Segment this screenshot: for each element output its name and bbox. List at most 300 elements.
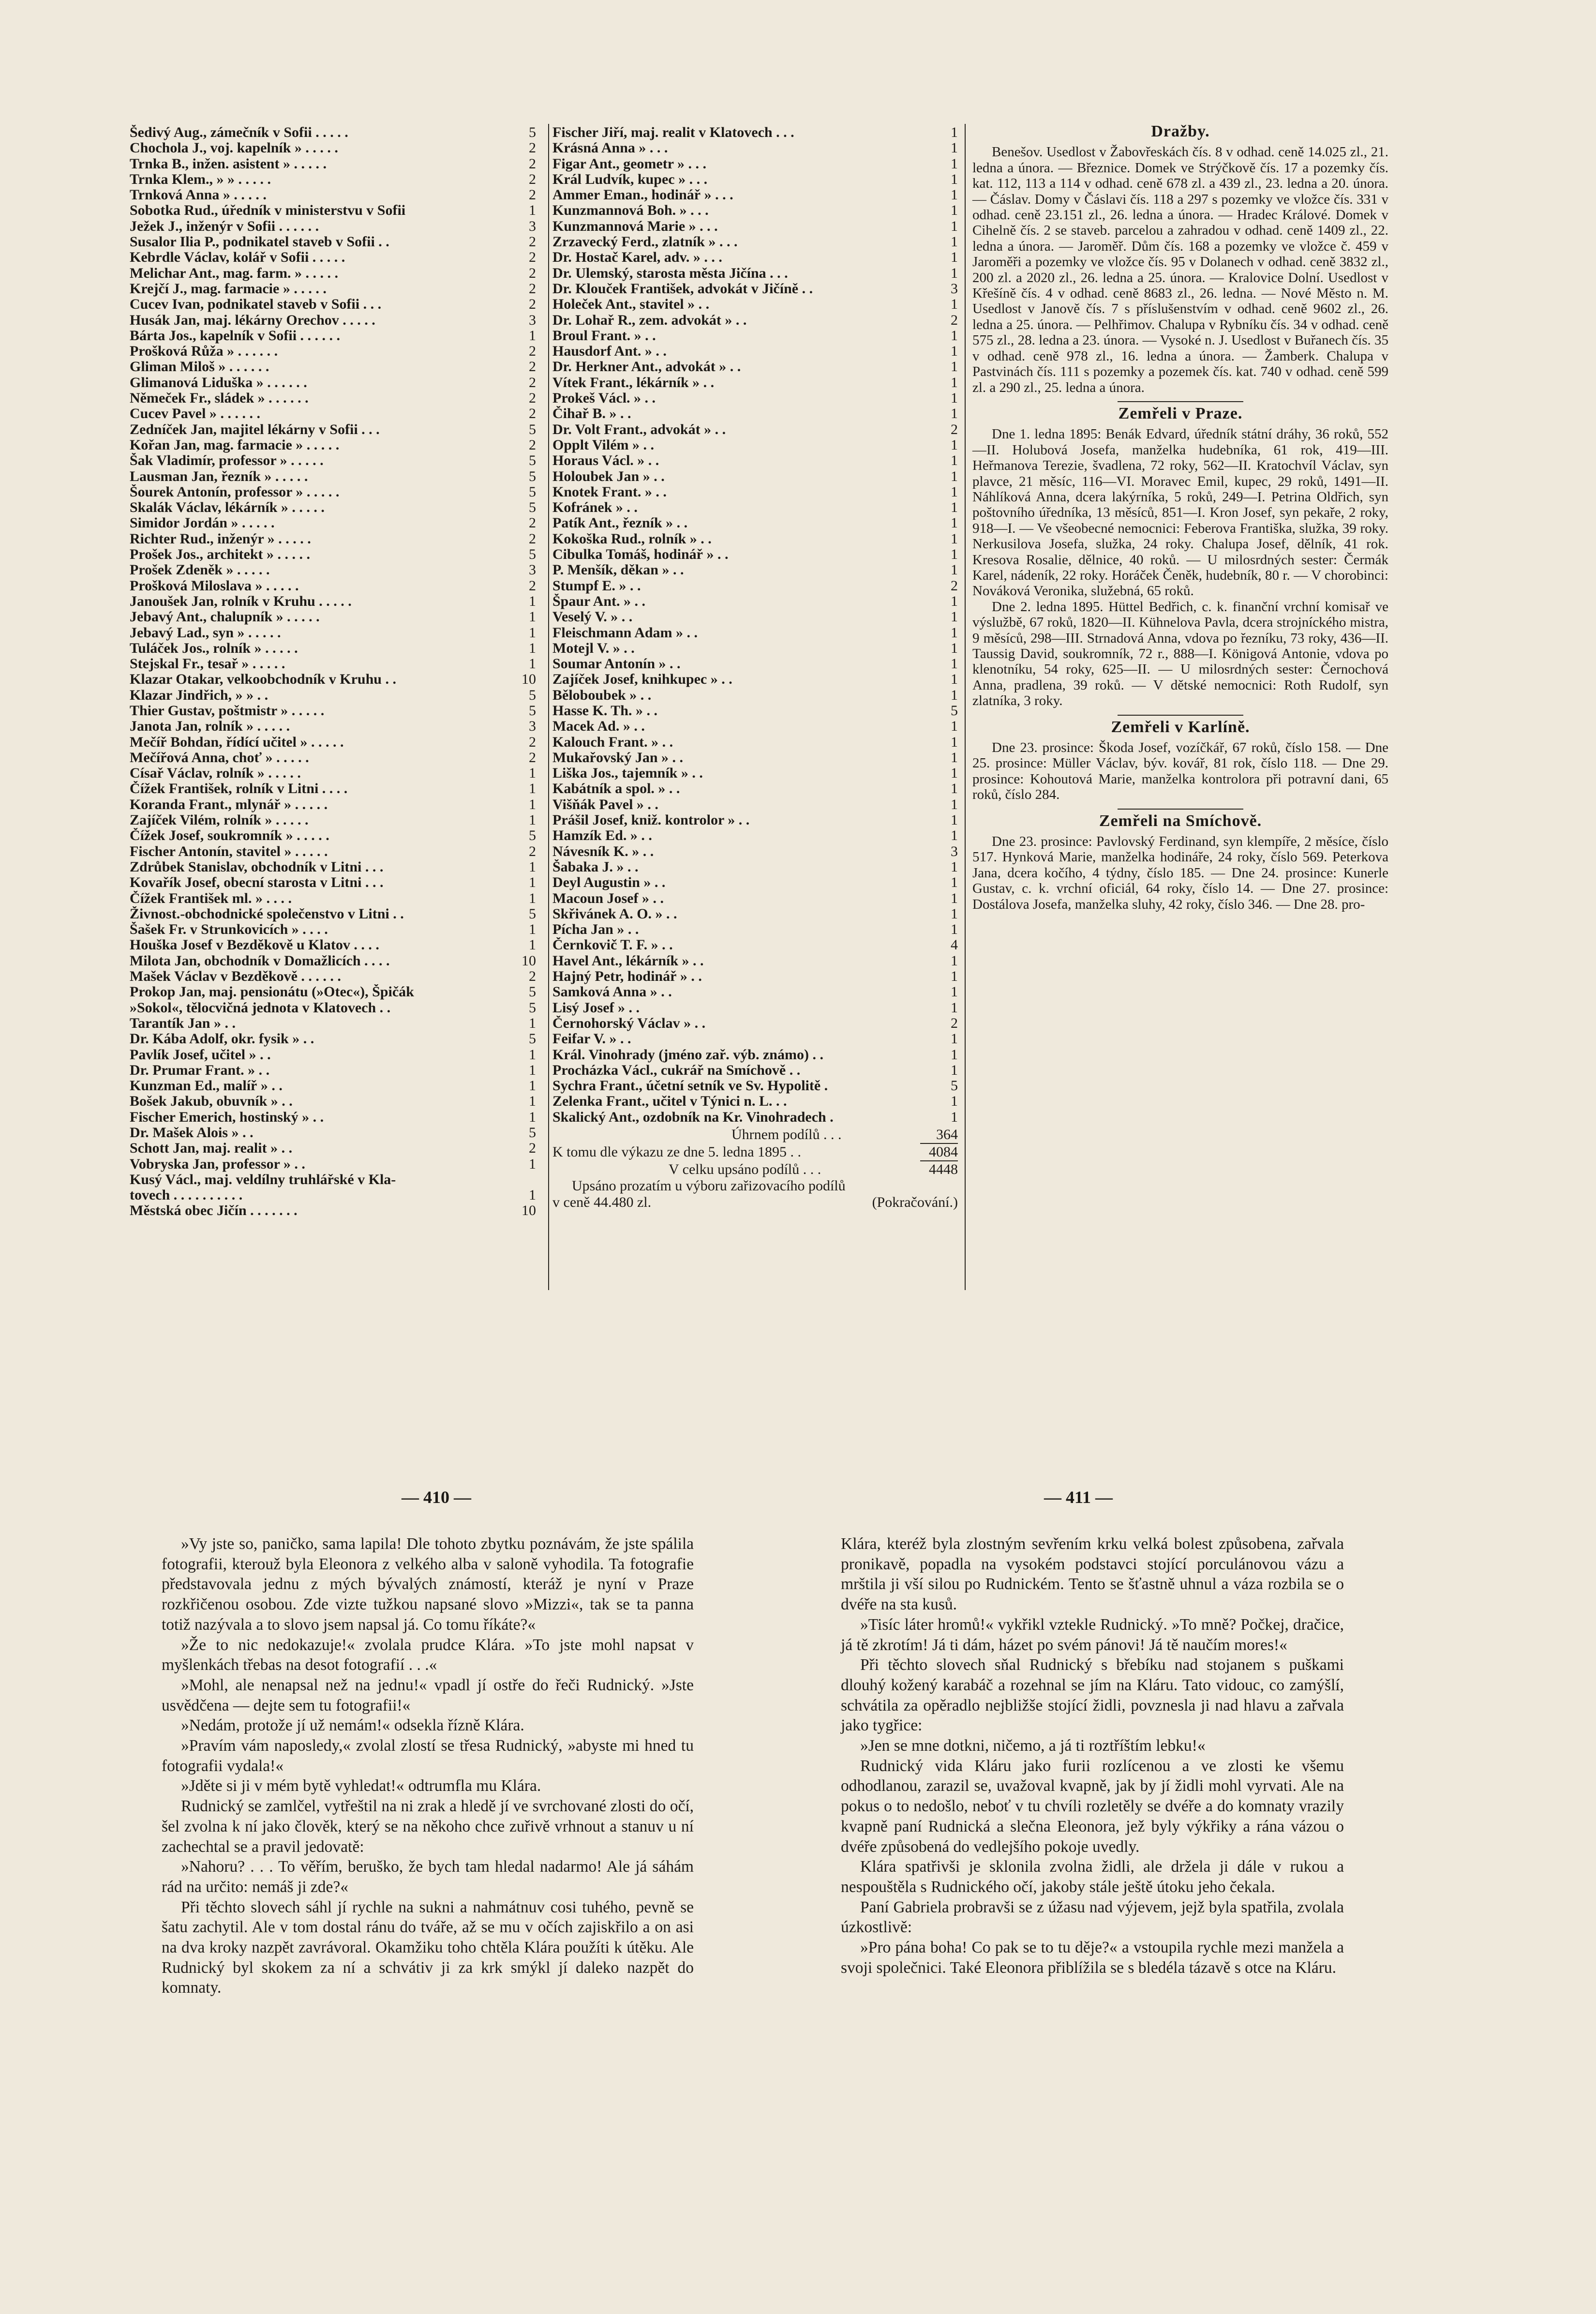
donor-shares: 1 xyxy=(951,969,958,985)
donor-row xyxy=(552,500,958,515)
donor-name: Broul Frant. » . . xyxy=(552,328,656,344)
donor-name: Prošek Jos., architekt » . . . . . xyxy=(130,547,311,563)
donor-row xyxy=(552,922,958,937)
donor-shares: 1 xyxy=(951,672,958,688)
donor-shares: 1 xyxy=(951,719,958,735)
donor-shares: 5 xyxy=(529,500,536,516)
donor-shares: 1 xyxy=(529,1062,536,1078)
donor-row xyxy=(552,344,958,359)
deaths-karlin-heading: Zemřeli v Karlíně. xyxy=(1111,718,1250,736)
donor-row xyxy=(130,1110,536,1125)
donor-row xyxy=(552,735,958,750)
donor-name: Hamzík Ed. » . . xyxy=(552,828,652,844)
story-paragraph: »Mohl, ale nenapsal než na jednu!« vpadl jí ostře do řeči Rudnický. »Jste usvědčena — dejte sem tu fotografii!« xyxy=(162,1676,694,1714)
donor-name: Skalák Václav, lékárník » . . . . . xyxy=(130,500,325,516)
story-paragraph: Paní Gabriela probravši se z úžasu nad výjevem, jejž byla spatřila, zvolala úzkostlivě: xyxy=(841,1898,1344,1937)
story-paragraph: Při těchto slovech sáhl jí rychle na sukni a nahmátnuv cosi tuhého, pevně se šatu zachytil. Ale v tom dostal ránu do tváře, až se mu v očích zajiskřilo a on asi na dva kroky nazpět zavrávoral. Okamžiku toho chtěla Klára použíti k útěku. Ale Rudnický byl skokem za ní a schvátiv ji za krk smýkl jí daleko nazpět do komnaty. xyxy=(162,1898,694,1997)
donor-shares: 1 xyxy=(529,1094,536,1110)
donor-shares: 4 xyxy=(951,937,958,953)
donor-name: Gliman Miloš » . . . . . . xyxy=(130,359,269,375)
auctions-text: Benešov. Usedlost v Žabovřeskách čís. 8 v odhad. ceně 14.025 zl., 21. ledna a února. — Březnice. Domek ve Strýčkově čís. 17 a pozemky čís. kat. 112, 113 a 114 v odhad. ceně 678 zl. a 439 zl., 23. ledna a 20. února. — Čáslav. Domy v Čáslavi čís. 118 a 297 s pozemky ve vložce čís. 331 v odhad. ceně 23.151 zl., 26. ledna a února. — Hradec Králové. Domek v Cihelně čís. 2 se staveb. parcelou a zahradou v odhad. ceně 1409 zl., 22. ledna a února. — Jaroměř. Dům čís. 168 a pozemky ve vložce č. 459 v Jaroměři a pozemky ve vložce čís. 95 v Dolanech v odhad. ceně 3832 zl., 200 zl. a 2020 zl., 26. ledna a 25. února. — Kralovice Dolní. Usedlost v Křešíně čís. 4 v odhad. ceně 8683 zl., 26. ledna. — Nové Město n. M. Usedlost v Janově čís. 7 s příslušenstvím v odhad. ceně 9602 zl., 26. ledna a 25. února. — Pelhřimov. Chalupa v Rybníku čís. 34 v odhad. ceně 575 zl., 28. ledna a 23. února. — Vysoké n. J. Usedlost v Buřanech čís. 35 v odhad. ceně 978 zl., 16. ledna a února. — Žamberk. Chalupa v Pastvinách čís. 111 s pozemky a pozemek čís. kat. 740 v odhad. ceně 599 zl. a 290 zl., 25. ledna a února. xyxy=(972,144,1388,395)
donor-row xyxy=(130,500,536,515)
donor-shares: 1 xyxy=(951,734,958,750)
donor-row xyxy=(130,1172,536,1187)
donor-row xyxy=(552,937,958,953)
donor-row xyxy=(552,719,958,734)
donor-shares: 1 xyxy=(951,406,958,422)
donor-shares: 2 xyxy=(529,156,536,172)
donor-name: Prošek Zdeněk » . . . . . xyxy=(130,562,270,578)
donor-name: Čížek František ml. » . . . . xyxy=(130,890,292,906)
donor-name: »Sokol«, tělocvičná jednota v Klatovech . . xyxy=(130,1000,391,1016)
donor-name: Stejskal Fr., tesař » . . . . . xyxy=(130,656,285,672)
donor-shares: 1 xyxy=(951,828,958,844)
donor-row xyxy=(552,1031,958,1047)
story-paragraph: Rudnický se zamlčel, vytřeštil na ni zrak a hledě jí ve svrchované zlosti do očí, šel zvolna k ní jako člověk, který se na někoho chce zuřivě vrhnout a stanuv u ní zachechtal se a pravil jedovatě: xyxy=(162,1797,694,1856)
donor-name: Richter Rud., inženýr » . . . . . xyxy=(130,531,311,547)
donor-name: Sobotka Rud., úředník v ministerstvu v Sofii xyxy=(130,203,406,219)
donor-row xyxy=(130,281,536,297)
donor-row xyxy=(552,625,958,641)
donor-shares: 1 xyxy=(951,391,958,406)
donor-name: Čížek Josef, soukromník » . . . . . xyxy=(130,828,329,844)
donor-name: Šabaka J. » . . xyxy=(552,859,639,875)
donor-row xyxy=(552,812,958,828)
section-rule xyxy=(1118,715,1243,716)
donor-shares: 3 xyxy=(529,719,536,735)
donor-name: Kabátník a spol. » . . xyxy=(552,781,680,797)
donor-name: Chochola J., voj. kapelník » . . . . . xyxy=(130,140,338,156)
donor-shares: 1 xyxy=(951,547,958,563)
story-paragraph: »Že to nic nedokazuje!« zvolala prudce Klára. »To jste mohl napsat v myšlenkách třebas na desot fotografií . . .« xyxy=(162,1636,694,1674)
donor-name: Holeček Ant., stavitel » . . xyxy=(552,297,710,313)
donor-row xyxy=(130,906,536,922)
donor-row xyxy=(552,156,958,172)
donor-row xyxy=(552,281,958,297)
donor-name: Hajný Petr, hodinář » . . xyxy=(552,969,702,985)
donor-row xyxy=(130,1141,536,1156)
donor-row xyxy=(130,172,536,187)
story-paragraph: »Pro pána boha! Co pak se to tu děje?« a vstoupila rychle mezi manžela a svoji společnici. Také Eleonora přiblížila se s bledéla tázavě s otce na Kláru. xyxy=(841,1938,1344,1977)
deaths-prague-text-2: Dne 2. ledna 1895. Hüttel Bedřich, c. k. finanční vrchní komisař ve výslužbě, 67 roků, 1820—II. Kühnelova Pavla, dcera strojníckého mistra, 9 měsíců, 298—III. Strnadová Anna, vdova po řezníku, 73 roky, 436—II. Taussig David, soukromník, 72 r., 888—I. Königová Antonie, vdova po klenotníku, 54 roky, 625—II. — U milosrdných sester: Černochová Anna, pradlena, 39 roků. — V dětské nemocnici: Roth Rudolf, syn zlatníka, 3 roky. xyxy=(972,599,1388,709)
deaths-prague-heading: Zemřeli v Praze. xyxy=(1118,404,1243,422)
donor-name: Lausman Jan, řezník » . . . . . xyxy=(130,468,308,484)
donor-shares: 1 xyxy=(529,656,536,672)
donor-shares: 1 xyxy=(529,609,536,625)
donor-shares: 2 xyxy=(529,234,536,250)
donor-row xyxy=(552,766,958,781)
donor-shares: 2 xyxy=(529,265,536,281)
donor-shares: 1 xyxy=(529,640,536,656)
donor-name: Cucev Ivan, podnikatel staveb v Sofii . . . xyxy=(130,297,382,313)
donor-row xyxy=(130,812,536,828)
donor-name: Bošek Jakub, obuvník » . . xyxy=(130,1094,293,1110)
donor-row xyxy=(552,1000,958,1016)
donor-name: Fleischmann Adam » . . xyxy=(552,625,698,641)
donor-row xyxy=(130,1157,536,1172)
donor-shares: 1 xyxy=(529,796,536,812)
donor-row xyxy=(552,297,958,312)
donor-row xyxy=(130,203,536,218)
donor-row xyxy=(130,766,536,781)
totals-note xyxy=(552,1194,958,1211)
story-page-411 xyxy=(841,1534,1344,1978)
donor-row xyxy=(552,328,958,344)
donor-name: Prokeš Václ. » . . xyxy=(552,391,656,406)
donor-shares: 1 xyxy=(529,812,536,828)
donor-name: Kunzmannová Marie » . . . xyxy=(552,218,718,234)
donor-row xyxy=(130,703,536,719)
donor-name: Prošková Miloslava » . . . . . xyxy=(130,578,299,594)
donor-row xyxy=(130,750,536,766)
donor-name: Kusý Václ., maj. veldílny truhlářské v Kla- xyxy=(130,1172,396,1187)
donor-shares: 2 xyxy=(529,531,536,547)
donor-name: Opplt Vilém » . . xyxy=(552,437,655,453)
donor-row xyxy=(552,906,958,922)
donor-row xyxy=(130,1000,536,1016)
donor-shares: 1 xyxy=(951,1094,958,1110)
donor-name: Šašek Fr. v Strunkovicích » . . . . xyxy=(130,922,328,938)
donor-name: Kunzman Ed., malíř » . . xyxy=(130,1078,283,1094)
donor-row xyxy=(552,515,958,531)
donor-row xyxy=(130,953,536,969)
donor-name: Procházka Václ., cukrář na Smíchově . . xyxy=(552,1062,801,1078)
donor-row xyxy=(552,688,958,703)
donor-name: Knotek Frant. » . . xyxy=(552,484,667,500)
donor-name: Motejl V. » . . xyxy=(552,640,635,656)
donor-shares: 2 xyxy=(529,406,536,422)
donor-shares: 1 xyxy=(951,203,958,219)
donor-shares: 2 xyxy=(529,843,536,859)
donor-shares: 3 xyxy=(529,562,536,578)
donor-name: Kofránek » . . xyxy=(552,500,638,516)
donor-name: Městská obec Jičín . . . . . . . xyxy=(130,1203,298,1219)
donor-shares: 5 xyxy=(529,984,536,1000)
donor-row xyxy=(130,469,536,484)
donor-row xyxy=(130,891,536,906)
donor-row xyxy=(552,437,958,453)
donor-row xyxy=(552,484,958,500)
donor-row xyxy=(552,641,958,656)
donor-name: Čihař B. » . . xyxy=(552,406,631,422)
donor-row xyxy=(552,172,958,187)
donor-shares: 1 xyxy=(951,453,958,469)
donor-row xyxy=(552,531,958,547)
donor-shares: 5 xyxy=(529,468,536,484)
totals-block xyxy=(552,1127,958,1211)
donor-name: Dr. Prumar Frant. » . . xyxy=(130,1062,270,1078)
donor-row xyxy=(130,297,536,312)
donor-row xyxy=(552,266,958,281)
donor-shares: 5 xyxy=(529,421,536,437)
continuation-note: (Pokračování.) xyxy=(872,1194,958,1210)
deaths-smichov-heading: Zemřeli na Smíchově. xyxy=(1099,811,1262,830)
donor-shares: 2 xyxy=(529,297,536,313)
donor-name: Milota Jan, obchodník v Domažlicích . . . . xyxy=(130,953,390,969)
donor-name: Zelenka Frant., učitel v Týnici n. L. . . xyxy=(552,1094,787,1110)
donor-row xyxy=(130,156,536,172)
donor-name: Návesník K. » . . xyxy=(552,843,654,859)
donor-row xyxy=(552,984,958,1000)
donor-row xyxy=(130,984,536,1000)
donor-shares: 1 xyxy=(951,250,958,266)
donor-shares: 2 xyxy=(529,281,536,297)
donor-shares: 1 xyxy=(951,640,958,656)
donor-name: Dr. Herkner Ant., advokát » . . xyxy=(552,359,741,375)
donor-name: Kořan Jan, mag. farmacie » . . . . . xyxy=(130,437,340,453)
donor-name: Melichar Ant., mag. farm. » . . . . . xyxy=(130,265,339,281)
donor-name: Skřivánek A. O. » . . xyxy=(552,906,677,922)
donor-row xyxy=(552,875,958,890)
donor-name: P. Menšík, děkan » . . xyxy=(552,562,684,578)
donor-shares: 2 xyxy=(529,578,536,594)
donor-row xyxy=(552,125,958,140)
donor-list-column-1 xyxy=(130,125,536,1219)
donor-row xyxy=(130,562,536,578)
donor-shares: 1 xyxy=(529,328,536,344)
donor-shares: 5 xyxy=(951,703,958,719)
donor-row xyxy=(552,375,958,391)
donor-shares: 1 xyxy=(951,796,958,812)
deaths-smichov-text: Dne 23. prosince: Pavlovský Ferdinand, syn klempíře, 2 měsíce, číslo 517. Hynková Marie, manželka hodináře, 24 roky, číslo 569. Peterkova Jana, dcera kočího, 4 týdny, číslo 185. — Dne 24. prosince: Kunerle Gustav, c. k. vrchní oficiál, 64 roky, číslo 14. — Dne 27. prosince: Dostálova Josefa, manželka sluhy, 42 roky, číslo 346. — Dne 28. pro- xyxy=(972,834,1388,912)
donor-row xyxy=(552,469,958,484)
donor-shares: 2 xyxy=(529,359,536,375)
donor-name: Klazar Jindřich, » » . . xyxy=(130,687,268,703)
donor-name: Figar Ant., geometr » . . . xyxy=(552,156,707,172)
donor-row xyxy=(552,1016,958,1031)
donor-row xyxy=(552,1078,958,1094)
donor-shares: 1 xyxy=(951,593,958,609)
donor-row xyxy=(552,953,958,969)
donor-name: Dr. Kába Adolf, okr. fysik » . . xyxy=(130,1031,314,1047)
donor-row xyxy=(130,359,536,375)
column-rule xyxy=(548,124,549,1290)
donor-name: Glimanová Liduška » . . . . . . xyxy=(130,375,307,391)
donor-row xyxy=(130,328,536,344)
donor-name: Houška Josef v Bezděkově u Klatov . . . . xyxy=(130,937,379,953)
donor-name: Jebavý Ant., chalupník » . . . . . xyxy=(130,609,320,625)
donor-row xyxy=(130,1047,536,1063)
donor-name: Špaur Ant. » . . xyxy=(552,593,646,609)
donor-shares: 1 xyxy=(951,953,958,969)
donor-name: Pavlík Josef, učitel » . . xyxy=(130,1047,271,1063)
donor-shares: 1 xyxy=(529,1187,536,1203)
story-paragraph: »Jděte si ji v mém bytě vyhledat!« odtrumfla mu Klára. xyxy=(181,1777,541,1795)
donor-row xyxy=(552,391,958,406)
donor-shares: 3 xyxy=(951,843,958,859)
donor-name: Višňák Pavel » . . xyxy=(552,796,658,812)
donor-row xyxy=(130,969,536,984)
donor-row xyxy=(130,625,536,641)
donor-shares: 3 xyxy=(529,218,536,234)
donor-name: Lisý Josef » . . xyxy=(552,1000,640,1016)
story-paragraph: »Vy jste so, paničko, sama lapila! Dle tohoto zbytku poznávám, že jste spálila fotografii, kterouž byla Eleonora z velkého alba v saloně vyhodila. Ta fotografie představovala jednu z mých bývalých známostí, kteráž je nyní v Praze rozkřičenou osobou. Zde vizte tužkou napsané slovo »Mizzi«, tak se ta panna totiž nazývala a to slovo jsem napsal já. Co tomu říkáte?« xyxy=(162,1535,694,1634)
section-rule xyxy=(1118,809,1243,810)
donor-name: Janota Jan, rolník » . . . . . xyxy=(130,719,290,735)
donor-row xyxy=(552,672,958,687)
donor-name: Šourek Antonín, professor » . . . . . xyxy=(130,484,340,500)
donor-name: Kebrdle Václav, kolář v Sofii . . . . . xyxy=(130,250,345,266)
donor-shares: 3 xyxy=(951,281,958,297)
donor-shares: 1 xyxy=(951,1000,958,1016)
donor-shares: 1 xyxy=(951,687,958,703)
donor-row xyxy=(130,484,536,500)
donor-name: Mečířová Anna, choť » . . . . . xyxy=(130,750,309,766)
donor-name: Macoun Josef » . . xyxy=(552,890,664,906)
donor-name: Král. Vinohrady (jméno zař. výb. známo) . . xyxy=(552,1047,823,1063)
donor-shares: 1 xyxy=(951,156,958,172)
donor-shares: 1 xyxy=(951,1062,958,1078)
donor-row xyxy=(552,1110,958,1125)
donor-row xyxy=(130,313,536,328)
donor-row xyxy=(130,531,536,547)
story-paragraph: »Nedám, protože jí už nemám!« odsekla řízně Klára. xyxy=(181,1716,524,1735)
totals-value: 4448 xyxy=(929,1161,958,1177)
donor-row xyxy=(552,203,958,218)
deaths-karlin-text: Dne 23. prosince: Škoda Josef, vozíčkář, 67 roků, číslo 158. — Dne 25. prosince: Müller Václav, býv. kovář, 81 rok, číslo 118. — Dne 29. prosince: Kohoutová Marie, manželka kontrolora při potravní dani, 65 roků, číslo 284. xyxy=(972,740,1388,803)
donor-name: Skalický Ant., ozdobník na Kr. Vinohradech . xyxy=(552,1109,834,1125)
donor-name: Macek Ad. » . . xyxy=(552,719,645,735)
donor-row xyxy=(130,437,536,453)
donor-shares: 1 xyxy=(951,1109,958,1125)
donor-shares: 10 xyxy=(522,1203,536,1219)
donor-shares: 2 xyxy=(529,375,536,391)
donor-name: Dr. Hostač Karel, adv. » . . . xyxy=(552,250,722,266)
donor-name: Veselý V. » . . xyxy=(552,609,633,625)
donor-row xyxy=(552,250,958,265)
donor-name: Bárta Jos., kapelník v Sofii . . . . . . xyxy=(130,328,341,344)
donor-shares: 1 xyxy=(529,922,536,938)
donor-shares: 5 xyxy=(529,1125,536,1141)
donor-shares: 1 xyxy=(951,890,958,906)
donor-name: Mukařovský Jan » . . xyxy=(552,750,684,766)
donor-name: Stumpf E. » . . xyxy=(552,578,641,594)
donor-shares: 1 xyxy=(951,625,958,641)
totals-note-text: v ceně 44.480 zl. xyxy=(552,1194,652,1210)
donor-row xyxy=(552,1094,958,1109)
donor-shares: 1 xyxy=(951,375,958,391)
donor-shares: 1 xyxy=(529,625,536,641)
donor-row xyxy=(552,750,958,766)
donor-name: Sychra Frant., účetní setník ve Sv. Hypolitě . xyxy=(552,1078,828,1094)
donor-name: Hausdorf Ant. » . . xyxy=(552,344,667,360)
donor-shares: 2 xyxy=(529,515,536,531)
donor-shares: 2 xyxy=(529,1141,536,1157)
donor-row xyxy=(552,1063,958,1078)
donor-name: Cibulka Tomáš, hodinář » . . xyxy=(552,547,729,563)
donor-name: Horaus Václ. » . . xyxy=(552,453,659,469)
donor-name: Holoubek Jan » . . xyxy=(552,468,665,484)
donor-list-column-2 xyxy=(552,125,958,1125)
donor-name: Šedivý Aug., zámečník v Sofii . . . . . xyxy=(130,125,348,140)
donor-row xyxy=(130,875,536,890)
notices-column xyxy=(972,120,1388,912)
donor-name: Hasse K. Th. » . . xyxy=(552,703,657,719)
donor-row xyxy=(130,937,536,953)
donor-row xyxy=(130,672,536,687)
story-paragraph: Rudnický vida Kláru jako furii rozlícenou a ve zlosti ke všemu odhodlanou, zarazil se, uvažoval kvapně, jak by jí židli mohl vyrvati. Ale na pokus o to nedošlo, neboť v tu chvíli rozletěly se dvéře a do komnaty vrazily kvapně paní Rudnická a slečna Eleonora, jež byly výkřiky a rána vázou o dvéře způsobená do vedlejšího pokoje uvedly. xyxy=(841,1757,1344,1856)
donor-shares: 5 xyxy=(529,828,536,844)
donor-shares: 2 xyxy=(529,437,536,453)
donor-row xyxy=(130,266,536,281)
donor-row xyxy=(130,781,536,796)
donor-row xyxy=(130,1187,536,1203)
donor-shares: 1 xyxy=(951,656,958,672)
story-paragraph: »Tisíc láter hromů!« vykřikl vztekle Rudnický. »To mně? Počkej, dračice, já tě zkrotím! Já ti dám, házet po svém pánovi! Já tě naučím mores!« xyxy=(841,1615,1344,1654)
donor-shares: 1 xyxy=(951,875,958,891)
totals-note xyxy=(552,1178,958,1194)
donor-name: Kunzmannová Boh. » . . . xyxy=(552,203,709,219)
donor-row xyxy=(130,594,536,609)
donor-row xyxy=(552,359,958,375)
donor-shares: 5 xyxy=(529,1031,536,1047)
donor-name: Patík Ant., řezník » . . xyxy=(552,515,688,531)
donor-name: Dr. Volt Frant., advokát » . . xyxy=(552,421,726,437)
donor-row xyxy=(130,656,536,672)
donor-row xyxy=(552,828,958,843)
donor-name: Kalouch Frant. » . . xyxy=(552,734,673,750)
donor-shares: 1 xyxy=(529,1015,536,1031)
donor-row xyxy=(130,547,536,562)
donor-shares: 1 xyxy=(951,218,958,234)
totals-row xyxy=(552,1144,958,1160)
donor-name: Ammer Eman., hodinář » . . . xyxy=(552,187,733,203)
donor-row xyxy=(552,781,958,796)
totals-value: 4084 xyxy=(929,1144,958,1160)
donor-shares: 1 xyxy=(951,187,958,203)
donor-row xyxy=(130,234,536,250)
donor-name: Tarantík Jan » . . xyxy=(130,1015,236,1031)
donor-row xyxy=(130,1031,536,1047)
donor-name: Ježek J., inženýr v Sofii . . . . . . xyxy=(130,218,319,234)
donor-name: Zrzavecký Ferd., zlatník » . . . xyxy=(552,234,738,250)
donor-row xyxy=(130,453,536,468)
story-page-410 xyxy=(162,1534,694,1998)
donor-row xyxy=(552,703,958,719)
donor-row xyxy=(552,844,958,859)
donor-name: Běloboubek » . . xyxy=(552,687,652,703)
totals-row xyxy=(552,1161,958,1178)
donor-row xyxy=(552,797,958,812)
story-paragraph: Klára, kteréž byla zlostným sevřením krku velká bolest způsobena, zařvala pronikavě, popadla na vysokém podstavci stojící porculánovou vázu a mrštila ji vší silou po Rudnickém. Tento se šťastně uhnul a váza rozbila se o dvéře na sta kusů. xyxy=(841,1535,1344,1614)
donor-name: Vítek Frant., lékárník » . . xyxy=(552,375,715,391)
donor-shares: 5 xyxy=(529,547,536,563)
donor-row xyxy=(130,406,536,421)
donor-row xyxy=(552,609,958,625)
donor-shares: 1 xyxy=(951,1031,958,1047)
donor-shares: 1 xyxy=(529,1047,536,1063)
donor-row xyxy=(130,719,536,734)
donor-row xyxy=(552,406,958,421)
donor-name: Janoušek Jan, rolník v Kruhu . . . . . xyxy=(130,593,352,609)
donor-name: Prášil Josef, kniž. kontrolor » . . xyxy=(552,812,750,828)
donor-name: Thier Gustav, poštmistr » . . . . . xyxy=(130,703,325,719)
donor-shares: 1 xyxy=(529,859,536,875)
donor-row xyxy=(130,844,536,859)
donor-shares: 1 xyxy=(951,140,958,156)
donor-shares: 1 xyxy=(951,531,958,547)
donor-name: Trnka Klem., » » . . . . . xyxy=(130,171,271,187)
story-paragraph: Klára spatřivši je sklonila zvolna židli, ale držela ji dále v rukou a nespouštěla s Rudnického očí, jakoby stále ještě útoku jeho čekala. xyxy=(841,1858,1344,1896)
donor-shares: 10 xyxy=(522,672,536,688)
donor-shares: 2 xyxy=(951,1015,958,1031)
story-paragraph: »Pravím vám naposledy,« zvolal zlostí se třesa Rudnický, »abyste mi hned tu fotografii vydala!« xyxy=(162,1737,694,1775)
donor-row xyxy=(130,422,536,437)
donor-shares: 5 xyxy=(529,125,536,140)
donor-row xyxy=(130,641,536,656)
donor-name: Krásná Anna » . . . xyxy=(552,140,668,156)
donor-row xyxy=(552,891,958,906)
